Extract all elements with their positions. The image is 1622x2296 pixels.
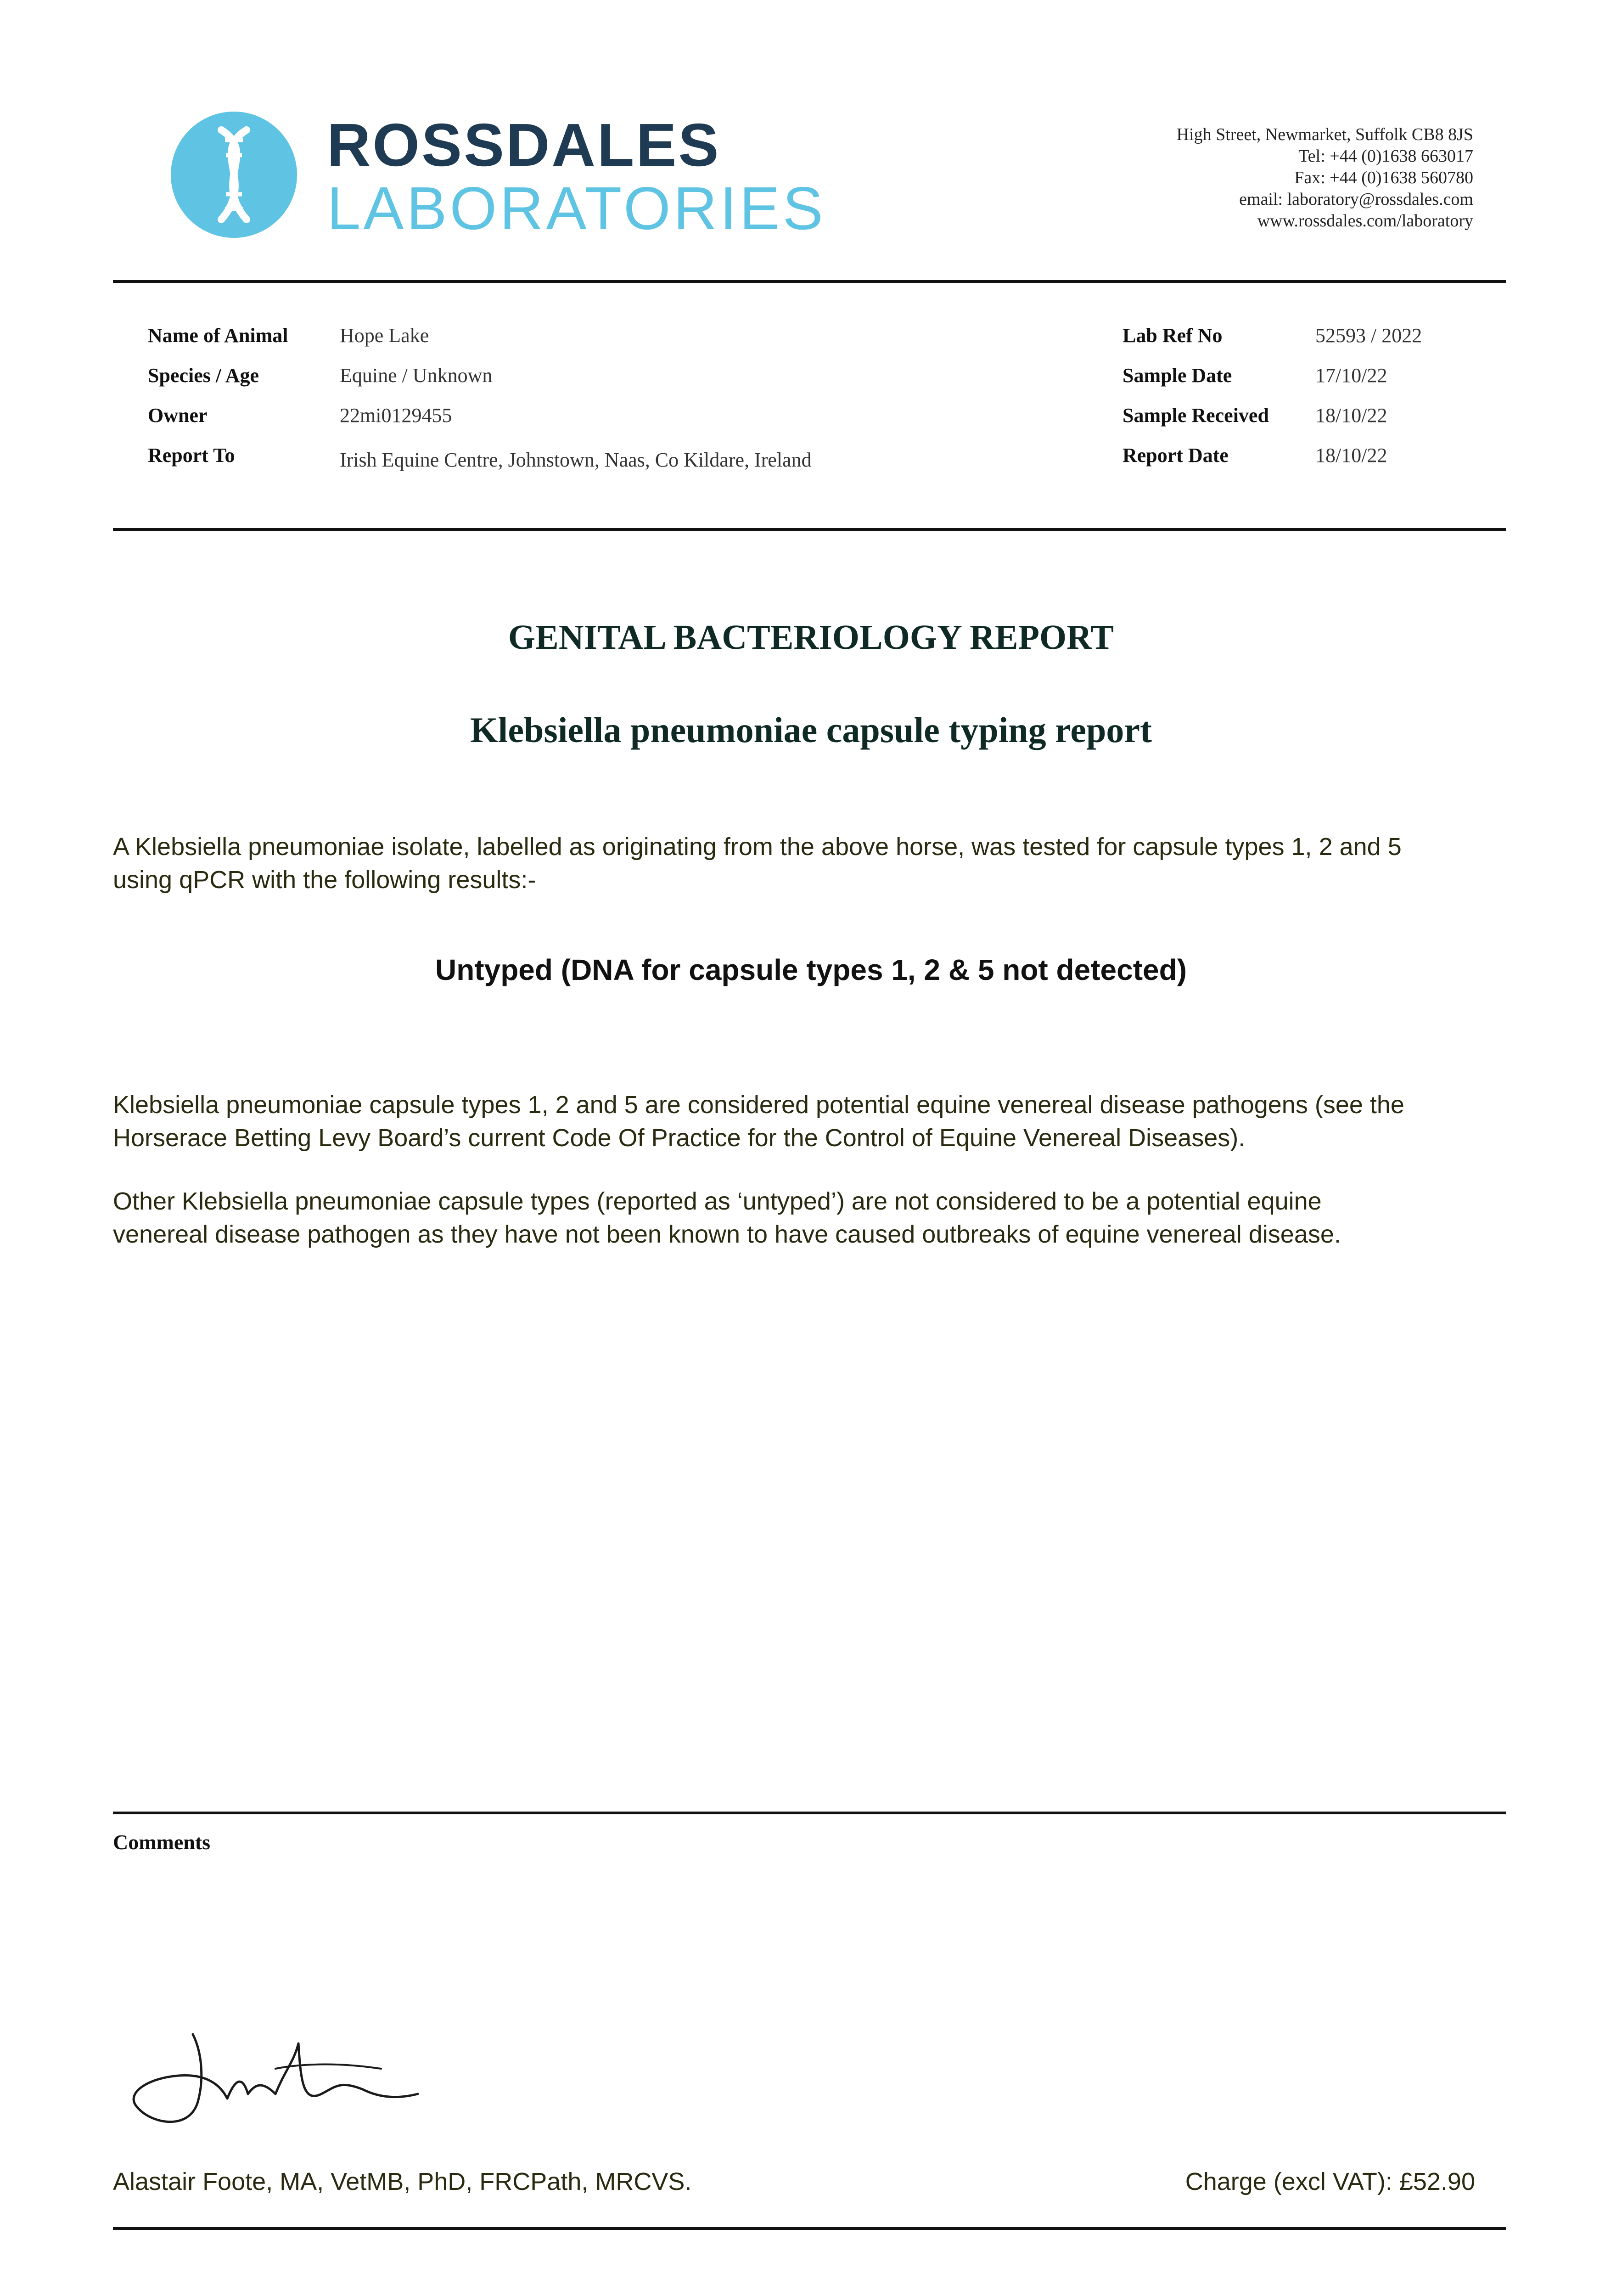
explanation-paragraph-1 [113,1088,1504,1154]
intro-line-1: A Klebsiella pneumoniae isolate, labelled as originating from the above horse, was tested for capsule types 1, 2 and 5 [113,833,1402,861]
address: High Street, Newmarket, Suffolk CB8 8JS [1176,125,1473,144]
signatory-name: Alastair Foote, MA, VetMB, PhD, FRCPath, MRCVS. [113,2168,692,2195]
explanation-1-line-1: Klebsiella pneumoniae capsule types 1, 2 and 5 are considered potential equine venereal disease pathogens (see the [113,1091,1404,1119]
value-name-of-animal: Hope Lake [340,324,429,347]
value-sample-date: 17/10/22 [1315,364,1387,387]
handwritten-signature [124,2025,473,2144]
comments-divider [113,1812,1506,1814]
header-divider [113,280,1506,283]
value-sample-received: 18/10/22 [1315,404,1387,427]
report-title: GENITAL BACTERIOLOGY REPORT [508,618,1114,657]
brand-name-line1: ROSSDALES [327,111,721,179]
explanation-paragraph-2 [113,1185,1504,1251]
footer-divider [113,2227,1506,2230]
dna-helix-icon [171,112,297,238]
intro-line-2: using qPCR with the following results:- [113,866,536,894]
brand-name-line2: LABORATORIES [327,174,826,242]
value-owner: 22mi0129455 [340,404,452,427]
intro-paragraph [113,830,1504,896]
fax: Fax: +44 (0)1638 560780 [1294,168,1473,187]
label-name-of-animal: Name of Animal [148,324,288,347]
explanation-2-line-1: Other Klebsiella pneumoniae capsule types (reported as ‘untyped’) are not considered to be a potential equine [113,1187,1322,1215]
value-report-date: 18/10/22 [1315,444,1387,467]
label-report-to: Report To [148,444,235,467]
explanation-2-line-2: venereal disease pathogen as they have not been known to have caused outbreaks of equine venereal disease. [113,1221,1341,1248]
label-sample-date: Sample Date [1122,364,1232,387]
label-species-age: Species / Age [148,364,259,387]
telephone: Tel: +44 (0)1638 663017 [1298,146,1473,166]
value-species-age: Equine / Unknown [340,364,493,387]
details-divider [113,528,1506,531]
result-statement: Untyped (DNA for capsule types 1, 2 & 5 not detected) [435,953,1187,986]
explanation-1-line-2: Horserace Betting Levy Board’s current Code Of Practice for the Control of Equine Venereal Diseases). [113,1124,1246,1152]
value-lab-ref-no: 52593 / 2022 [1315,324,1422,347]
label-lab-ref-no: Lab Ref No [1122,324,1223,347]
contact-block [1060,124,1473,232]
label-sample-received: Sample Received [1122,404,1269,427]
charge-amount: Charge (excl VAT): £52.90 [1185,2168,1475,2195]
label-owner: Owner [148,404,208,427]
email[interactable]: email: laboratory@rossdales.com [1239,190,1473,209]
website-link[interactable]: www.rossdales.com/laboratory [1257,211,1473,231]
comments-label: Comments [113,1830,211,1854]
value-report-to: Irish Equine Centre, Johnstown, Naas, Co Kildare, Ireland [340,449,812,471]
report-subtitle: Klebsiella pneumoniae capsule typing report [470,710,1152,750]
label-report-date: Report Date [1122,444,1229,467]
